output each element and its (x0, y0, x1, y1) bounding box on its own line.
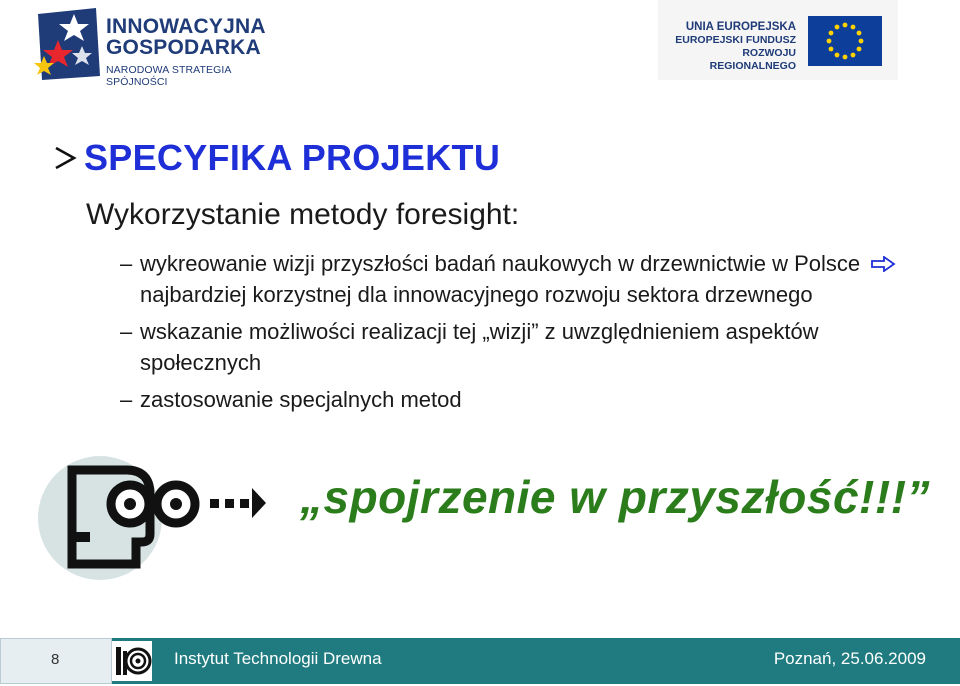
page-number-box (0, 638, 112, 684)
bullet-list (120, 249, 940, 416)
bullet-item-realization (120, 317, 940, 378)
innowacyjna-gospodarka-text (106, 16, 284, 88)
bullet-text-part2: najbardziej korzystnej dla innowacyjnego rozwoju sektora drzewnego (140, 281, 813, 307)
bullet-text-part1: wykreowanie wizji przyszłości badań naukowych w drzewnictwie w Polsce (140, 251, 861, 276)
bullet-text: wskazanie możliwości realizacji tej „wizji” z uwzględnieniem aspektów społecznych (140, 319, 819, 375)
bullet-text: zastosowanie specjalnych metod (140, 387, 462, 412)
outlined-arrow-right-icon (870, 256, 896, 272)
place-and-date: Poznań, 25.06.2009 (773, 649, 926, 668)
institute-name: Instytut Technologii Drewna (174, 649, 382, 668)
bullet-item-vision (120, 249, 940, 310)
slide-title-row (52, 138, 500, 178)
innowacyjna-gospodarka-logo (34, 6, 284, 88)
bullet-item-methods (120, 385, 940, 416)
logo-line-strategia: NARODOWA STRATEGIA SPÓJNOŚCI (106, 64, 231, 88)
eu-line-fundusz: EUROPEJSKI FUNDUSZ (675, 34, 796, 46)
eu-flag-icon (808, 16, 882, 66)
slogan-text: „spojrzenie w przyszłość!!!” (300, 471, 931, 523)
eu-line-unia: UNIA EUROPEJSKA (685, 21, 796, 33)
eu-fund-text (658, 20, 796, 73)
slide-subtitle: Wykorzystanie metody foresight: (86, 198, 520, 231)
logo-line-innowacyjna: INNOWACYJNA (106, 15, 266, 38)
eu-line-rozwoju: ROZWOJU REGIONALNEGO (709, 47, 796, 72)
bullet-dash: – (120, 319, 133, 344)
looking-ahead-head-icon (38, 436, 288, 596)
chevron-right-bullet-icon (52, 145, 78, 171)
logo-line-gospodarka: GOSPODARKA (106, 36, 261, 59)
eu-fund-logo (658, 0, 898, 80)
bullet-dash: – (120, 251, 133, 276)
bullet-dash: – (120, 387, 133, 412)
stars-flag-logo-icon (34, 6, 106, 82)
slide-footer (0, 638, 960, 684)
institute-logo-icon (112, 641, 152, 681)
slide-title: SPECYFIKA PROJEKTU (84, 137, 501, 178)
page-number: 8 (51, 651, 60, 668)
